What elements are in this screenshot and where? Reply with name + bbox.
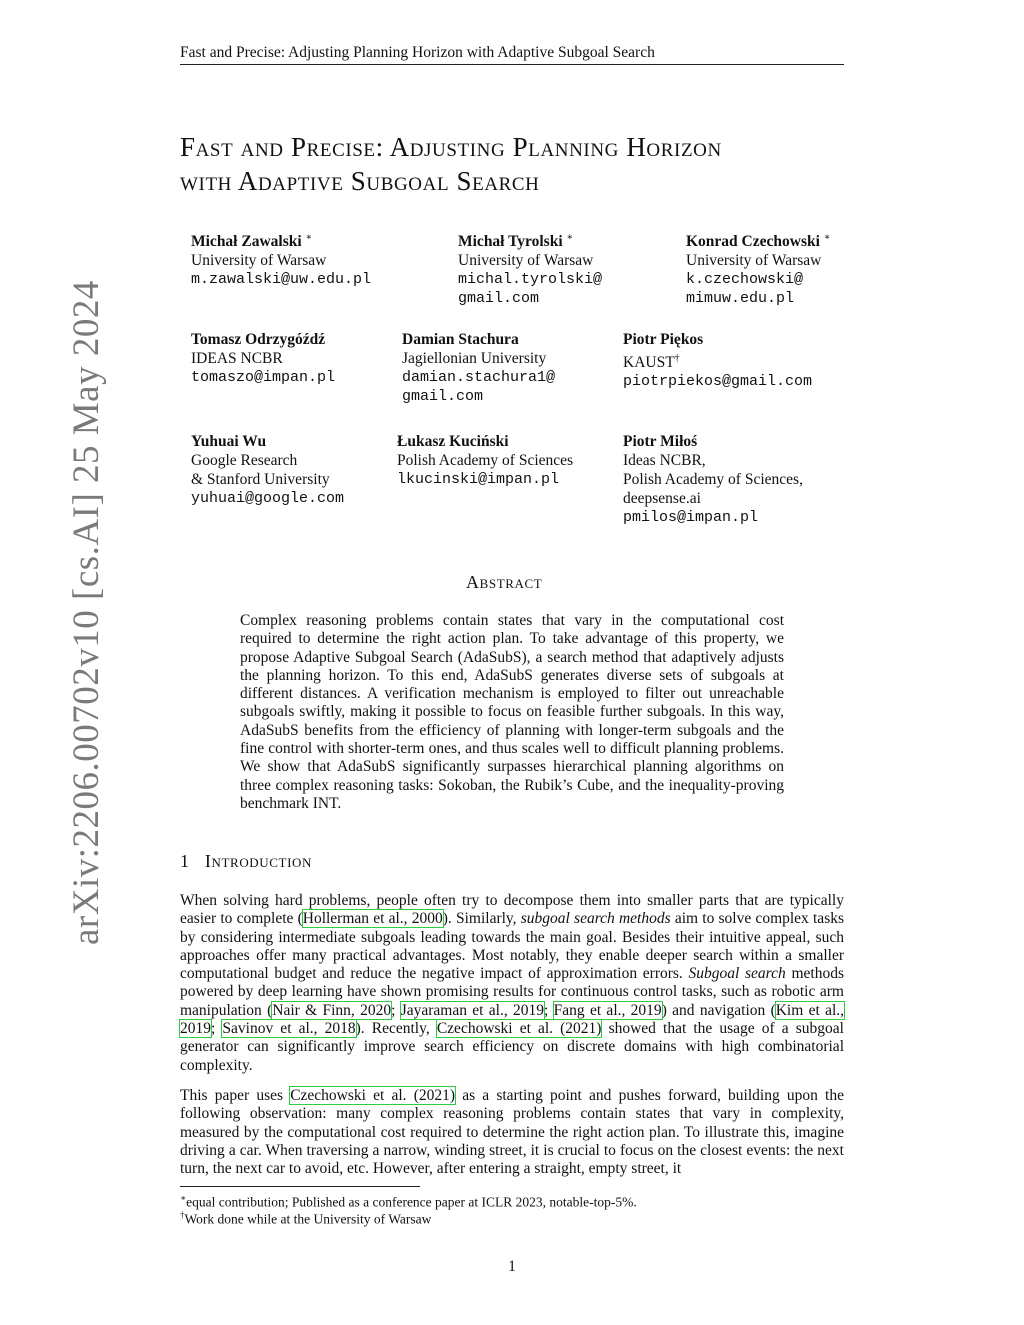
- author-email-continued[interactable]: gmail.com: [458, 290, 540, 308]
- author-affiliation: Ideas NCBR,: [623, 452, 706, 469]
- section-title: Introduction: [204, 851, 312, 871]
- author-affiliation: KAUST: [623, 354, 675, 372]
- citation-link[interactable]: Czechowski et al. (2021): [290, 1087, 456, 1104]
- author-affiliation: IDEAS NCBR: [191, 350, 283, 367]
- author-name: Yuhuai Wu: [191, 433, 267, 450]
- author-affiliation: Google Research: [191, 452, 298, 469]
- running-head: Fast and Precise: Adjusting Planning Horizon with Adaptive Subgoal Search: [180, 44, 844, 65]
- paper-title: [180, 130, 860, 198]
- arxiv-identifier-text: arXiv:2206.00702v10 [cs.AI] 25 May 2024: [66, 280, 107, 945]
- author-block: [402, 330, 555, 406]
- author-name: Piotr Miłoś: [623, 433, 698, 450]
- author-block: [686, 228, 831, 308]
- author-email[interactable]: lkucinski@impan.pl: [397, 471, 560, 488]
- footnote-divider: [180, 1186, 420, 1187]
- equal-contribution-mark: ∗: [823, 232, 831, 243]
- author-email-continued[interactable]: gmail.com: [402, 388, 484, 405]
- author-affiliation: University of Warsaw: [686, 252, 822, 270]
- title-line-1: Fast and Precise: Adjusting Planning Horizon: [180, 132, 722, 162]
- emphasis: subgoal search methods: [520, 910, 671, 928]
- author-block: [623, 330, 812, 391]
- author-affiliation: University of Warsaw: [191, 252, 327, 270]
- author-name: Łukasz Kuciński: [397, 433, 509, 450]
- footnote-2: †Work done while at the University of Warsaw: [180, 1210, 432, 1227]
- title-line-2: with Adaptive Subgoal Search: [180, 166, 540, 196]
- emphasis: Subgoal search: [688, 965, 786, 983]
- page-number: 1: [508, 1258, 516, 1275]
- citation-link[interactable]: Fang et al., 2019: [553, 1001, 662, 1019]
- author-affiliation-continued: deepsense.ai: [623, 490, 701, 507]
- citation-link[interactable]: Savinov et al., 2018: [222, 1020, 356, 1038]
- author-email[interactable]: michal.tyrolski@: [458, 271, 603, 289]
- footnote-1: ∗equal contribution; Published as a conference paper at ICLR 2023, notable-top-5%.: [180, 1193, 637, 1210]
- author-block: [397, 432, 573, 489]
- citation-link[interactable]: Kim et al., 2019: [180, 1001, 845, 1038]
- author-email[interactable]: m.zawalski@uw.edu.pl: [191, 271, 372, 289]
- intro-paragraph-1: When solving hard problems, people often try to decompose them into smaller parts that are typically easier to complete (Hollerman et al., 2000). Similarly, subgoal search methods aim to solve complex tasks by considering intermediate subgoals leading towards the main goal. Besides their intuitive appeal, such approaches offer many practical advantages. Most notably, they enable deeper search within a smaller computational budget and reduce the negative impact of approximation errors. Subgoal search methods powered by deep learning have shown promising results for continuous control tasks, such as robotic arm manipulation (Nair & Finn, 2020; Jayaraman et al., 2019; Fang et al., 2019) and navigation (Kim et al., 2019; Savinov et al., 2018). Recently, Czechowski et al. (2021) showed that the usage of a subgoal generator can significantly improve search efficiency on discrete domains with high combinatorial complexity.: [180, 892, 845, 1074]
- citation-link[interactable]: Jayaraman et al., 2019: [400, 1001, 545, 1019]
- equal-contribution-mark: ∗: [566, 232, 574, 243]
- author-affiliation: Polish Academy of Sciences: [397, 452, 574, 469]
- author-name: Konrad Czechowski: [686, 233, 820, 251]
- author-block: [458, 228, 602, 308]
- citation-link[interactable]: Nair & Finn, 2020: [272, 1001, 392, 1019]
- intro-paragraph-2: This paper uses Czechowski et al. (2021) as a starting point and pushes forward, building upon the following observation: many complex reasoning problems contain states that vary in complexity, measured by the computational cost required to determine the right action plan. To illustrate this, imagine driving a car. When traversing a narrow, winding street, it is crucial to focus on the closest events: the next turn, the next car to avoid, etc. However, after entering a straight, empty street, it: [180, 1087, 844, 1178]
- author-email[interactable]: piotrpiekos@gmail.com: [623, 373, 813, 391]
- author-name: Damian Stachura: [402, 331, 519, 348]
- abstract-heading: Abstract: [466, 572, 543, 592]
- author-email[interactable]: damian.stachura1@: [402, 369, 556, 386]
- author-email[interactable]: k.czechowski@: [686, 271, 804, 289]
- author-email[interactable]: yuhuai@google.com: [191, 490, 345, 507]
- author-name: Michał Tyrolski: [458, 233, 563, 251]
- arxiv-identifier-stamp: [20, 280, 107, 945]
- author-affiliation-continued: Polish Academy of Sciences,: [623, 471, 803, 488]
- introduction-heading: [180, 851, 312, 872]
- author-block: [191, 330, 335, 387]
- author-affiliation-continued: & Stanford University: [191, 471, 330, 488]
- author-block: [191, 228, 371, 289]
- abstract-text: Complex reasoning problems contain states that vary in the computational cost required to determine the right action plan. To take advantage of this property, we propose Adaptive Subgoal Search (AdaSubS), a search method that adaptively adjusts the planning horizon. To this end, AdaSubS generates diverse sets of subgoals at different distances. A verification mechanism is employed to filter out unreachable subgoals swiftly, making it possible to focus on feasible further subgoals. In this way, AdaSubS benefits from the efficiency of planning with longer-term subgoals and the fine control with shorter-term ones, and thus scales well to difficult planning problems. We show that AdaSubS significantly surpasses hierarchical planning algorithms on three complex reasoning tasks: Sokoban, the Rubik’s Cube, and the inequality-proving benchmark INT.: [240, 612, 784, 812]
- author-affiliation: Jagiellonian University: [402, 350, 547, 367]
- author-block: [191, 432, 344, 508]
- author-name: Michał Zawalski: [191, 233, 302, 251]
- author-email[interactable]: pmilos@impan.pl: [623, 509, 759, 526]
- equal-contribution-mark: ∗: [305, 232, 313, 243]
- citation-link[interactable]: Hollerman et al., 2000: [302, 910, 443, 928]
- author-name: Tomasz Odrzygóźdź: [191, 331, 326, 348]
- citation-link[interactable]: Czechowski et al. (2021): [436, 1020, 602, 1038]
- author-affiliation: University of Warsaw: [458, 252, 594, 270]
- author-email[interactable]: tomaszo@impan.pl: [191, 369, 336, 386]
- footnote-mark: †: [180, 1210, 185, 1220]
- section-number: 1: [180, 851, 190, 871]
- author-email-continued[interactable]: mimuw.edu.pl: [686, 290, 795, 308]
- author-block: [623, 432, 803, 527]
- author-name: Piotr Piękos: [623, 331, 704, 348]
- footnote-mark: ∗: [180, 1193, 187, 1203]
- dagger-mark: †: [674, 353, 680, 364]
